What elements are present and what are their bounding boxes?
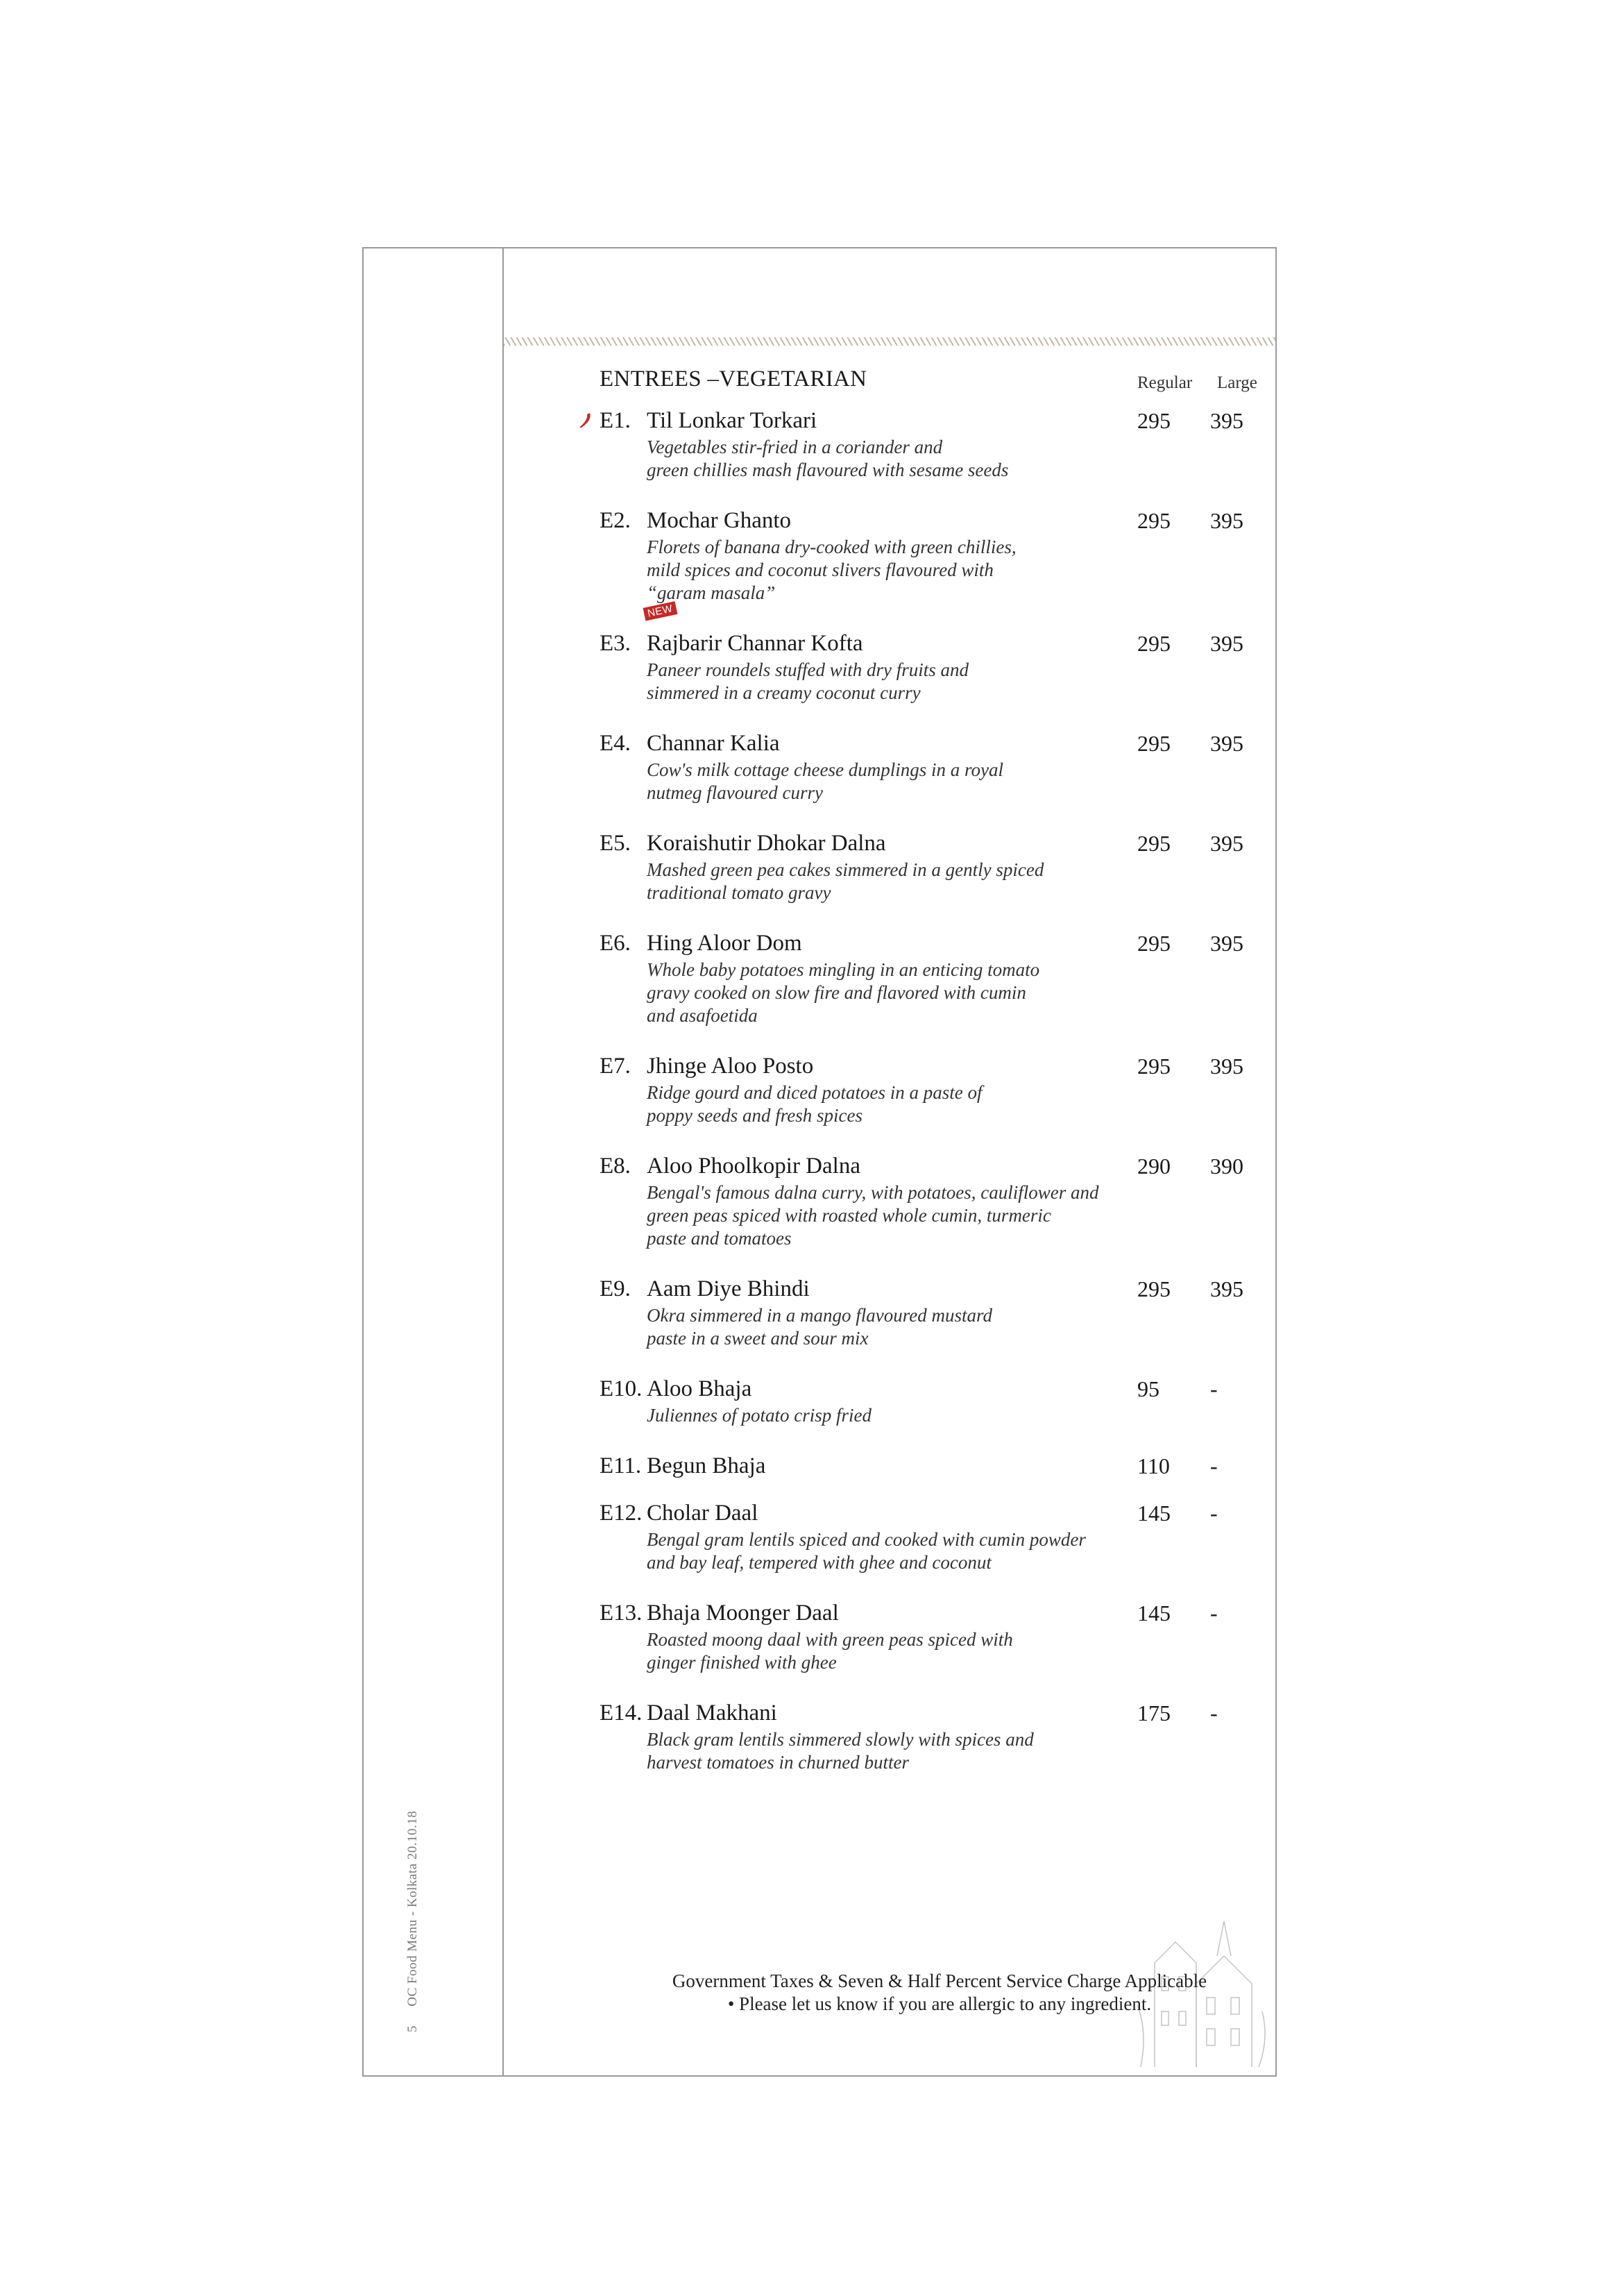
item-code: E11. — [600, 1453, 642, 1478]
menu-item-row — [600, 1601, 1266, 1628]
item-price-large: 395 — [1210, 931, 1243, 956]
menu-item — [600, 831, 1266, 904]
description-line: paste and tomatoes — [647, 1228, 792, 1249]
item-code: E3. — [600, 631, 631, 656]
item-name: Aam Diye Bhindi — [647, 1276, 810, 1301]
item-code: E2. — [600, 508, 631, 533]
item-description — [647, 1181, 1160, 1250]
description-line: green chillies mash flavoured with sesame seeds — [647, 459, 1009, 480]
item-name: Aloo Bhaja — [647, 1376, 752, 1401]
menu-item-row — [600, 831, 1266, 859]
item-price-large: 395 — [1210, 508, 1243, 533]
description-line: “garam masala” — [647, 582, 776, 603]
item-code: E4. — [600, 731, 631, 756]
menu-item — [600, 508, 1266, 605]
item-description — [647, 959, 1160, 1027]
menu-item — [600, 1154, 1266, 1250]
item-price-large: - — [1210, 1700, 1218, 1725]
item-price-regular: 95 — [1137, 1376, 1159, 1401]
item-name: Til Lonkar Torkari — [647, 408, 817, 433]
item-price-large: 395 — [1210, 731, 1243, 756]
item-code: E12. — [600, 1501, 643, 1526]
description-line: Cow's milk cottage cheese dumplings in a royal — [647, 759, 1003, 780]
item-price-large: 395 — [1210, 408, 1243, 433]
menu-item-row — [600, 1154, 1266, 1181]
left-margin-strip — [364, 248, 504, 2075]
item-name: Jhinge Aloo Posto — [647, 1054, 814, 1079]
item-code: E7. — [600, 1054, 631, 1079]
chili-icon — [577, 411, 594, 430]
new-badge: NEW — [643, 601, 677, 621]
menu-item-row — [600, 602, 1266, 659]
menu-item — [600, 931, 1266, 1027]
item-price-large: 395 — [1210, 1276, 1243, 1301]
menu-item-row — [600, 1453, 1266, 1481]
description-line: Mashed green pea cakes simmered in a gently spiced — [647, 859, 1044, 880]
item-name: Koraishutir Dhokar Dalna — [647, 831, 886, 856]
description-line: and asafoetida — [647, 1005, 758, 1026]
item-description — [647, 1081, 1160, 1127]
menu-item — [600, 1276, 1266, 1350]
description-line: Bengal gram lentils spiced and cooked with cumin powder — [647, 1529, 1086, 1550]
description-line: harvest tomatoes in churned butter — [647, 1752, 909, 1773]
description-line: Bengal's famous dalna curry, with potatoes, cauliflower and — [647, 1182, 1099, 1203]
item-price-regular: 175 — [1137, 1700, 1171, 1725]
description-line: Paneer roundels stuffed with dry fruits and — [647, 659, 969, 680]
menu-item — [600, 1501, 1266, 1574]
item-price-regular: 145 — [1137, 1601, 1171, 1626]
item-name: Bhaja Moonger Daal — [647, 1601, 839, 1626]
description-line: simmered in a creamy coconut curry — [647, 682, 921, 703]
item-description — [647, 859, 1160, 904]
item-code: E8. — [600, 1154, 631, 1179]
item-price-large: 395 — [1210, 1054, 1243, 1079]
item-name: Hing Aloor Dom — [647, 931, 802, 956]
item-description — [647, 536, 1160, 605]
item-code: E10. — [600, 1376, 643, 1401]
menu-item — [600, 1453, 1266, 1481]
footer-notice — [627, 1970, 1252, 2016]
item-price-regular: 295 — [1137, 931, 1171, 956]
item-name: Channar Kalia — [647, 731, 780, 756]
item-code: E6. — [600, 931, 631, 956]
menu-item — [600, 1601, 1266, 1674]
description-line: nutmeg flavoured curry — [647, 782, 823, 803]
item-price-regular: 145 — [1137, 1501, 1171, 1526]
item-price-regular: 295 — [1137, 408, 1171, 433]
column-header-large: Large — [1217, 373, 1257, 392]
menu-item — [600, 1700, 1266, 1774]
menu-content — [600, 366, 1266, 1800]
item-price-regular: 295 — [1137, 1276, 1171, 1301]
menu-label: OC Food Menu - Kolkata 20.10.18 — [405, 1810, 420, 2007]
description-line: traditional tomato gravy — [647, 882, 831, 903]
menu-item-row — [600, 931, 1266, 959]
item-price-large: 395 — [1210, 831, 1243, 856]
menu-item-row — [600, 1376, 1266, 1404]
description-line: and bay leaf, tempered with ghee and coconut — [647, 1552, 992, 1573]
item-code: E14. — [600, 1700, 643, 1725]
item-price-regular: 295 — [1137, 508, 1171, 533]
menu-item-row — [600, 1054, 1266, 1081]
item-description — [647, 1304, 1160, 1350]
footer-tax-line: Government Taxes & Seven & Half Percent Service Charge Applicable — [672, 1970, 1207, 1991]
description-line: mild spices and coconut slivers flavoured with — [647, 559, 994, 580]
item-description — [647, 436, 1160, 482]
description-line: paste in a sweet and sour mix — [647, 1328, 869, 1349]
item-price-large: - — [1210, 1453, 1218, 1478]
item-code: E5. — [600, 831, 631, 856]
menu-item-row — [600, 1700, 1266, 1728]
item-price-large: - — [1210, 1501, 1218, 1526]
item-description — [647, 1528, 1160, 1574]
menu-item — [600, 1376, 1266, 1427]
menu-item-row — [600, 408, 1266, 436]
description-line: Ridge gourd and diced potatoes in a paste of — [647, 1082, 983, 1103]
decorative-border-pattern — [504, 337, 1275, 346]
description-line: poppy seeds and fresh spices — [647, 1105, 863, 1126]
item-description — [647, 1628, 1160, 1674]
item-price-regular: 295 — [1137, 631, 1171, 656]
item-name: Daal Makhani — [647, 1700, 777, 1725]
menu-item-row — [600, 508, 1266, 536]
page-number: 5 — [405, 2025, 420, 2032]
item-price-large: - — [1210, 1376, 1218, 1401]
menu-items-list — [600, 408, 1266, 1774]
section-header — [600, 366, 1266, 408]
item-price-regular: 295 — [1137, 1054, 1171, 1079]
menu-item — [600, 731, 1266, 804]
column-header-regular: Regular — [1137, 373, 1193, 392]
footer-allergy-line: • Please let us know if you are allergic to any ingredient. — [727, 1993, 1152, 2014]
description-line: Florets of banana dry-cooked with green chillies, — [647, 537, 1017, 557]
menu-page-frame — [362, 247, 1277, 2077]
menu-item — [600, 1054, 1266, 1127]
menu-item-row — [600, 1276, 1266, 1304]
item-name: Begun Bhaja — [647, 1453, 766, 1478]
item-code: E9. — [600, 1276, 631, 1301]
item-price-large: 390 — [1210, 1154, 1243, 1179]
item-price-regular: 295 — [1137, 831, 1171, 856]
item-name: Mochar Ghanto — [647, 508, 792, 533]
item-description — [647, 1404, 1160, 1427]
item-description — [647, 759, 1160, 804]
item-price-large: - — [1210, 1601, 1218, 1626]
menu-item-row — [600, 731, 1266, 759]
description-line: green peas spiced with roasted whole cumin, turmeric — [647, 1205, 1051, 1226]
menu-item-row — [600, 1501, 1266, 1528]
item-code: E1. — [600, 408, 631, 433]
description-line: Black gram lentils simmered slowly with spices and — [647, 1729, 1034, 1750]
item-description — [647, 1728, 1160, 1774]
item-price-regular: 295 — [1137, 731, 1171, 756]
side-footer-text — [405, 1796, 420, 2032]
item-price-regular: 110 — [1137, 1453, 1170, 1478]
description-line: ginger finished with ghee — [647, 1652, 837, 1673]
description-line: Whole baby potatoes mingling in an enticing tomato — [647, 959, 1040, 980]
menu-item — [600, 408, 1266, 482]
item-name: Cholar Daal — [647, 1501, 758, 1526]
description-line: Vegetables stir-fried in a coriander and — [647, 437, 943, 457]
description-line: Okra simmered in a mango flavoured mustard — [647, 1305, 992, 1326]
item-price-regular: 290 — [1137, 1154, 1171, 1179]
description-line: gravy cooked on slow fire and flavored with cumin — [647, 982, 1026, 1003]
description-line: Juliennes of potato crisp fried — [647, 1405, 872, 1426]
item-description — [647, 659, 1160, 704]
item-code: E13. — [600, 1601, 643, 1626]
item-name: Aloo Phoolkopir Dalna — [647, 1154, 860, 1179]
item-name: Rajbarir Channar Kofta — [647, 631, 863, 656]
menu-item — [600, 602, 1266, 704]
description-line: Roasted moong daal with green peas spiced with — [647, 1629, 1013, 1650]
section-title: ENTREES –VEGETARIAN — [600, 366, 867, 391]
item-price-large: 395 — [1210, 631, 1243, 656]
